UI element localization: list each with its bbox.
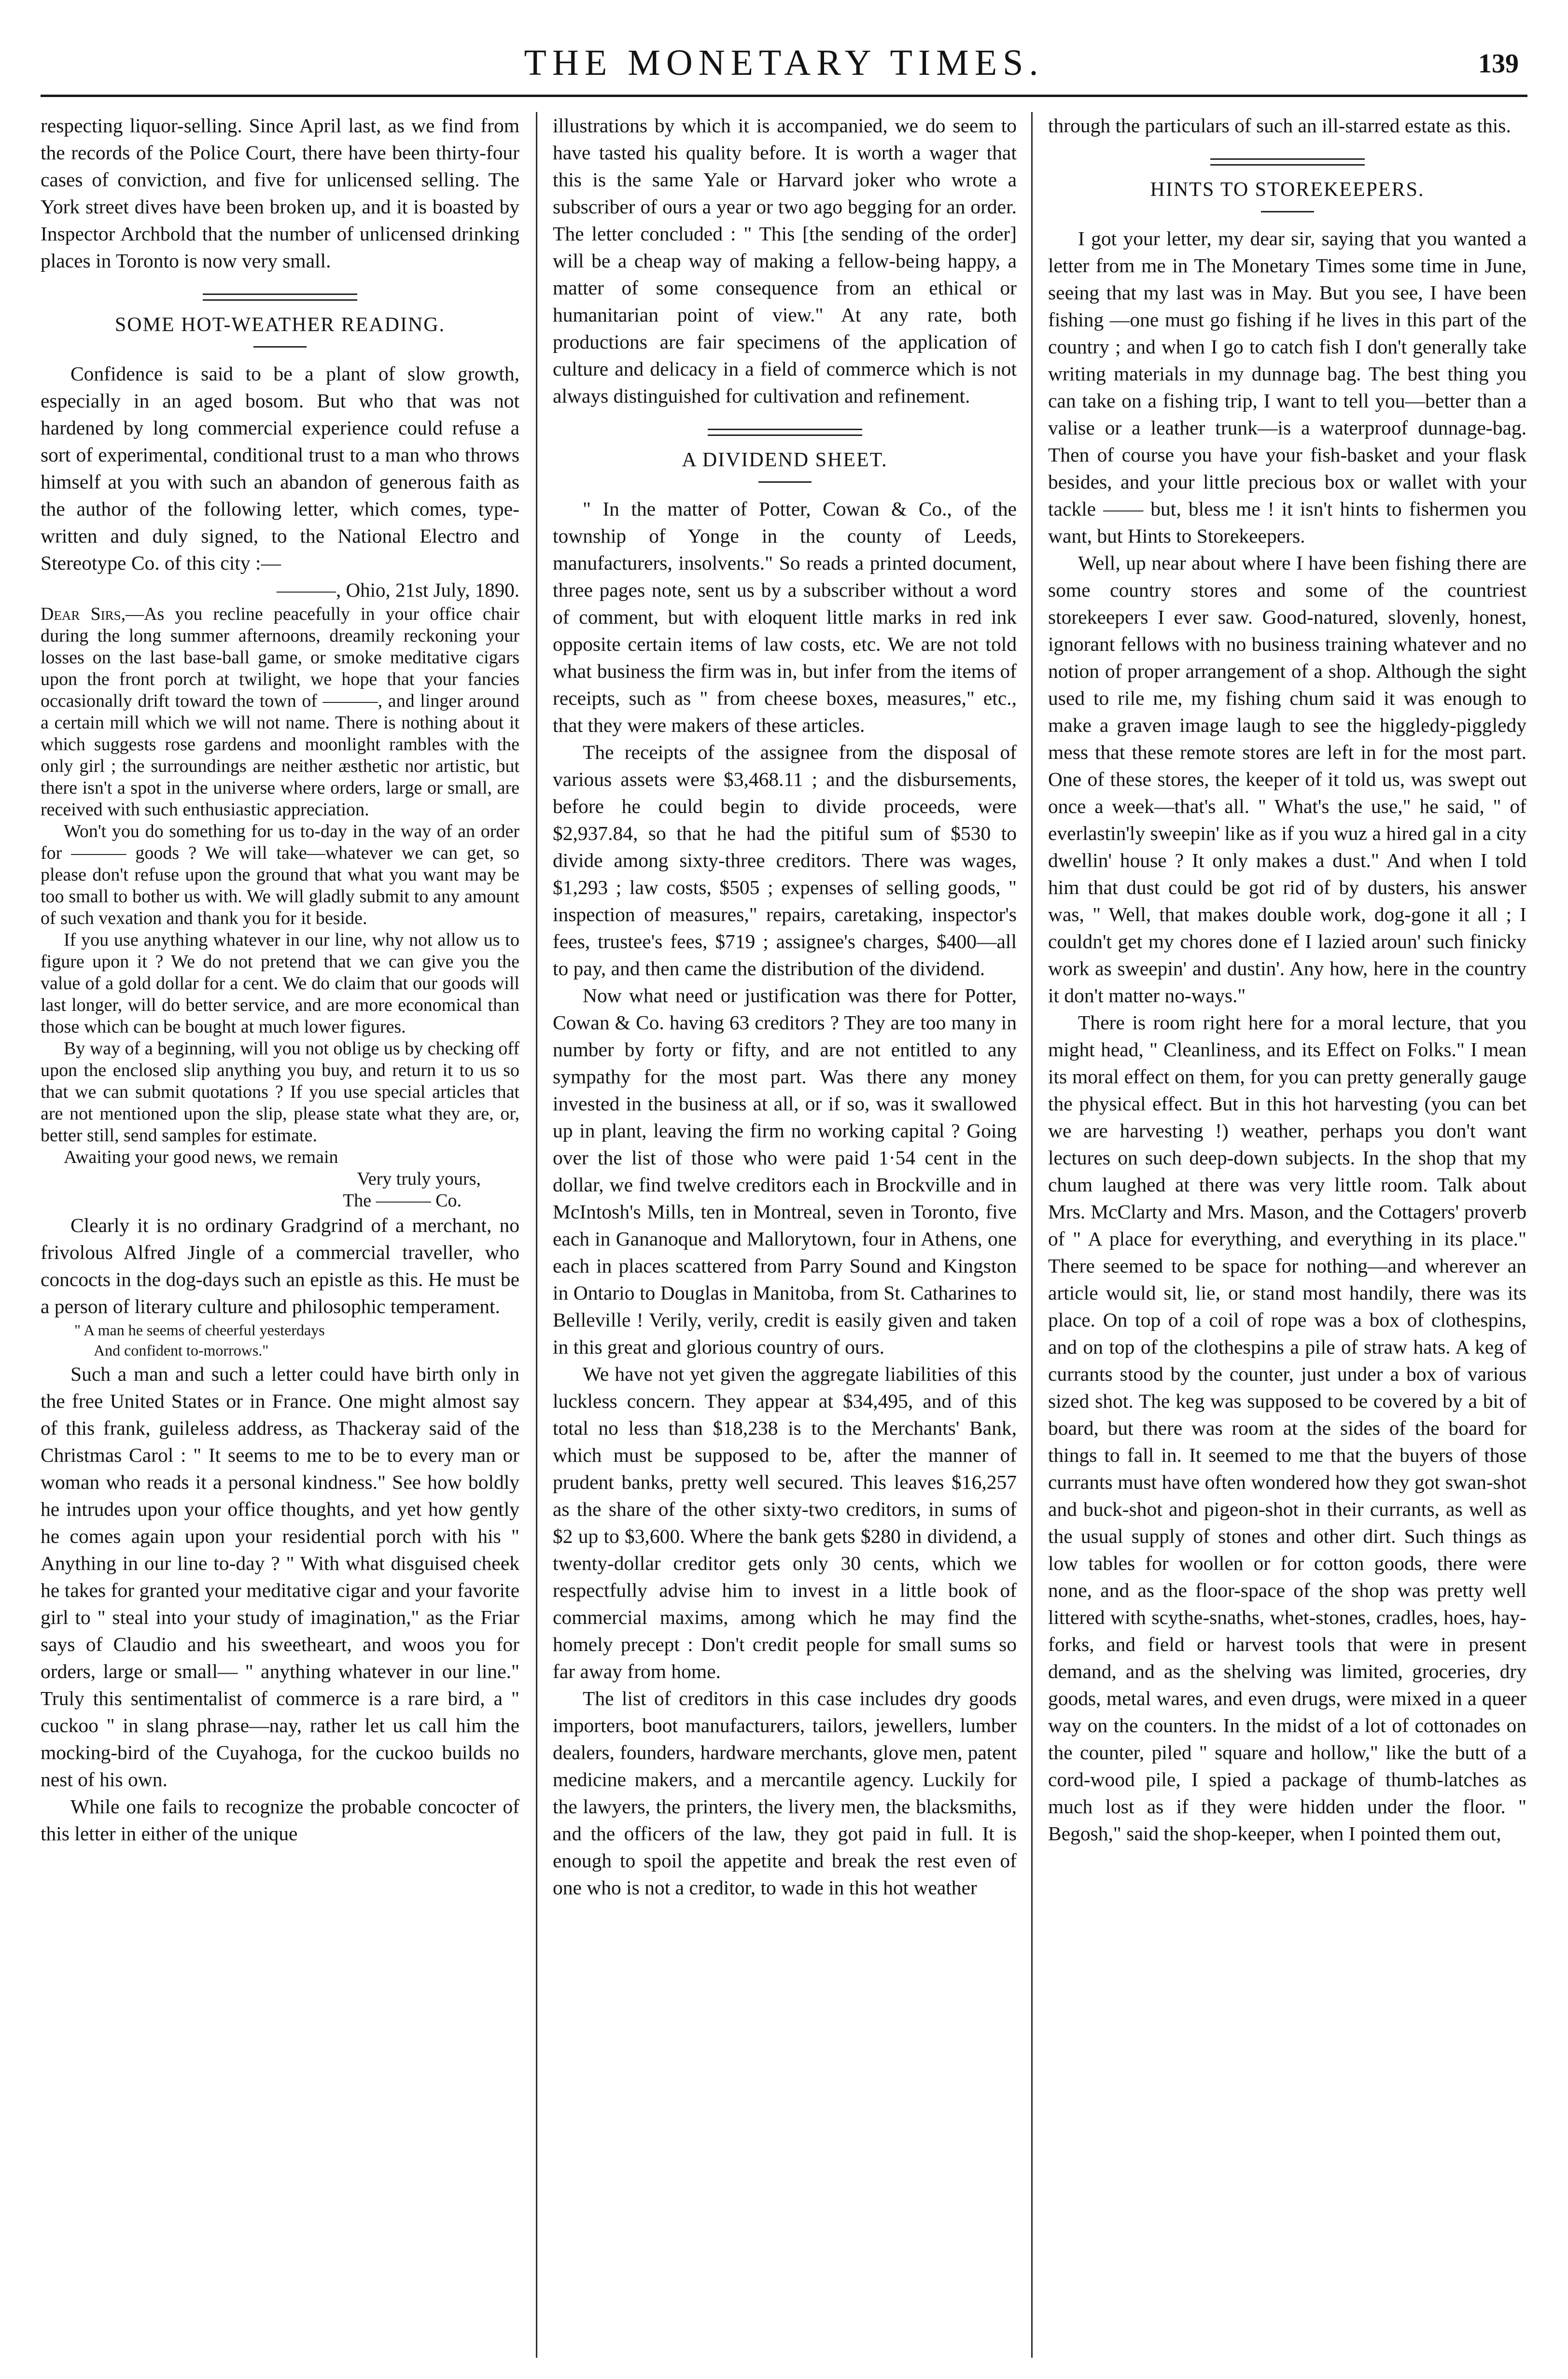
- paragraph: Confidence is said to be a plant of slow growth, especially in an aged bosom. But who that was not hardened by long commercial experience could refuse a sort of experimental, conditional trust to a man who throws himself at you with such an abandon of generous faith as the author of the following letter, which comes, type-written and duly signed, to the National Electro and Stereotype Co. of this city :—: [41, 363, 519, 574]
- section-divider: [1210, 158, 1365, 166]
- paragraph: Such a man and such a letter could have birth only in the free United States or in France. One might almost say of this frank, guileless address, as Thackeray said of the Christmas Carol : " It seems to me to be to every man or woman who reads it a personal kindness." See how boldly he intrudes upon your office thoughts, and yet how gently he comes again upon your residential porch with his " Anything in our line to-day ? " With what disguised cheek he takes for granted your meditative cigar and your favorite girl to " steal into your study of imagination," as the Friar says of Claudio and his sweetheart, and woos you for orders, large or small— " anything whatever in our line." Truly this sentimentalist of commerce is a rare bird, a " cuckoo " in slang phrase—nay, rather let us call him the mocking-bird of the Cuyahoga, for the cuckoo builds no nest of his own.: [41, 1363, 519, 1791]
- paragraph: Clearly it is no ordinary Gradgrind of a merchant, no frivolous Alfred Jingle of a commercial traveller, who concocts in the dog-days such an epistle as this. He must be a person of literary culture and philosophic temperament.: [41, 1214, 519, 1317]
- paragraph: There is room right here for a moral lecture, that you might head, " Cleanliness, and its Effect on Folks." I mean its moral effect on them, for you can pretty generally gauge the physical effect. But in this hot harvesting (you can bet we are harvesting !) weather, perhaps you don't want lectures on such deep-down subjects. In the shop that my chum laughed at there was very little room. Talk about Mrs. McClarty and Mrs. Mason, and the Cottagers' proverb of " A place for everything, and everything in its place." There seemed to be space for nothing—and wherever an article would sit, lie, or stand most handily, there was its place. On top of a coil of rope was a box of clothespins, and on top of the clothespins a pile of straw hats. A keg of currants stood by the counter, just under a box of various sized shot. The keg was supposed to be covered by a bit of board, but there was room at the sides of the board for things to fall in. It seemed to me that the buyers of those currants must have often wondered how they got swan-shot and buck-shot and pigeon-shot in their currants, as well as the usual supply of stones and other dirt. Such things as low tables for woollen or for cotton goods, there were none, and as the floor-space of the shop was pretty well littered with scythe-snaths, whet-stones, cradles, hoes, hay-forks, and field or harvest tools that were in present demand, and as the shelving was limited, groceries, dry goods, metal wares, and even drugs, were mixed in a queer way on the counters. In the midst of a lot of cottonades on the counter, piled " square and hollow," like the butt of a cord-wood pile, I spied a package of thumb-latches as much lost as if they were hidden under the floor. " Begosh," said the shop-keeper, when I pointed them out,: [1048, 1011, 1526, 1845]
- article-columns: [41, 112, 1527, 2358]
- column-1: [41, 112, 536, 2358]
- paragraph: illustrations by which it is accompanied, we do seem to have tasted his quality before. It is worth a wager that this is the same Yale or Harvard joker who wrote a subscriber of ours a year or two ago begging for an order. The letter concluded : " This [the sending of the order] will be a cheap way of making a fellow-being happy, a matter of some consequence from an ethical or humanitarian point of view." At any rate, both productions are fair specimens of the application of culture and delicacy in a field of commerce which is not always distinguished for cultivation and refinement.: [553, 114, 1017, 407]
- paragraph: The list of creditors in this case includes dry goods importers, boot manufacturers, tailors, jewellers, lumber dealers, founders, hardware merchants, glove men, patent medicine makers, and a mercantile agency. Luckily for the lawyers, the printers, the livery men, the blacksmiths, and the officers of the law, they got paid in full. It is enough to spoil the appetite and break the rest even of one who is not a creditor, to wade in this hot weather: [553, 1687, 1017, 1899]
- paragraph: I got your letter, my dear sir, saying that you wanted a letter from me in The Monetary Times some time in June, seeing that my last was in May. But you see, I have been fishing —one must go fishing if he lives in this part of the country ; and when I go to catch fish I don't generally take writing materials in my dunnage bag. The best thing you can take on a fishing trip, I want to tell you—better than a valise or a leather trunk—is a waterproof dunnage-bag. Then of course you have your fish-basket and your flask besides, and your little precious box or wallet with your tackle —— but, bless me ! it isn't hints to fishermen you want, but Hints to Storekeepers.: [1048, 227, 1526, 547]
- paragraph: respecting liquor-selling. Since April last, as we find from the records of the Police Court, there have been thirty-four cases of conviction, and five for unlicensed selling. The York street dives have been broken up, and it is boasted by Inspector Archbold that the number of unlicensed drinking places in Toronto is now very small.: [41, 114, 519, 272]
- column-2: [536, 112, 1031, 2358]
- letter-paragraph: If you use anything whatever in our line, why not allow us to figure upon it ? We do not pretend that we can give you the value of a gold dollar for a cent. We do claim that our goods will last longer, will do better service, and are more economical than those which can be bought at much lower figures.: [41, 930, 519, 1037]
- letter-salutation: Dear Sirs,: [41, 604, 126, 624]
- letter-paragraph: Awaiting your good news, we remain: [64, 1147, 338, 1167]
- masthead: [41, 0, 1527, 97]
- letter-paragraph: By way of a beginning, will you not oblige us by checking off upon the enclosed slip anything you buy, and return it to us so that we can submit quotations ? If you use special articles that are not mentioned upon the slip, please state what they are, or, better still, send samples for estimate.: [41, 1038, 519, 1146]
- column-3: [1031, 112, 1526, 2358]
- letter-paragraph: Won't you do something for us to-day in the way of an order for ——— goods ? We will take—whatever we can get, so please don't refuse upon the ground that what you want may be too small to bother us with. We will gladly submit to any amount of such vexation and thank you for it beside.: [41, 821, 519, 928]
- quotation-line: And confident to-morrows.": [94, 1342, 269, 1359]
- letter-date: ———, Ohio, 21st July, 1890.: [276, 579, 519, 601]
- paragraph: The receipts of the assignee from the disposal of various assets were $3,468.11 ; and the disbursements, before he could begin to divide proceeds, were $2,937.84, so that he had the pitiful sum of $530 to divide among sixty-three creditors. There was wages, $1,293 ; law costs, $505 ; expenses of selling goods, " inspection of measures," repairs, caretaking, inspector's fees, trustee's fees, $719 ; assignee's charges, $400—all to pay, and then came the distribution of the dividend.: [553, 741, 1017, 980]
- section-heading: HINTS TO STOREKEEPERS.: [1150, 179, 1425, 201]
- paragraph: through the particulars of such an ill-starred estate as this.: [1048, 114, 1511, 137]
- heading-rule: [1261, 211, 1314, 212]
- letter-closing: Very truly yours,: [357, 1169, 481, 1189]
- heading-rule: [758, 481, 812, 483]
- paragraph: While one fails to recognize the probable concocter of this letter in either of the unique: [41, 1795, 519, 1845]
- newspaper-title: THE MONETARY TIMES.: [524, 42, 1044, 83]
- heading-rule: [253, 346, 307, 348]
- letter-text: —As you recline peacefully in your office chair during the long summer afternoons, dreamily reckoning your losses on the last base-ball game, or smoke meditative cigars upon the front porch at twilight, we hope that your fancies occasionally drift toward the town of ———, and linger around a certain mill which we will not name. There is nothing about it which suggests rose gardens and moonlight rambles with the only girl ; the surroundings are neither æsthetic nor artistic, but there isn't a spot in the universe where orders, large or small, are received with such enthusiastic appreciation.: [41, 604, 519, 820]
- section-divider: [203, 294, 357, 301]
- quotation-line: " A man he seems of cheerful yesterdays: [74, 1321, 325, 1339]
- letter-signature: The ——— Co.: [343, 1190, 462, 1211]
- page-number: 139: [1478, 49, 1519, 79]
- section-divider: [708, 429, 862, 436]
- paragraph: Well, up near about where I have been fishing there are some country stores and some of the countriest storekeepers I ever saw. Good-natured, slovenly, honest, ignorant fellows with no business training whatever and no notion of proper arrangement of a shop. Although the sight used to rile me, my fishing chum said it was enough to make a graven image laugh to see the higgledy-piggledy mess that these remote stores are left in for the most part. One of these stores, the keeper of it told us, was swept out once a week—that's all. " What's the use," he said, " of everlastin'ly sweepin' like as if you wuz a hired gal in a city dwellin' house ? It only makes a dust." And when I told him that dust could be got rid of by dusters, his answer was, " Well, that makes double work, dog-gone it all ; I couldn't get my chores done ef I lazied aroun' such finicky work as sweepin' and dustin'. Any how, here in the country it don't matter no-ways.": [1048, 552, 1526, 1007]
- paragraph: We have not yet given the aggregate liabilities of this luckless concern. They appear at $34,495, and of this total no less than $18,238 is to the Merchants' Bank, which must be supposed to be, after the manner of prudent banks, pretty well secured. This leaves $16,257 as the share of the other sixty-two creditors, in sums of $2 up to $3,600. Where the bank gets $280 in dividend, a twenty-dollar creditor gets only 30 cents, which we respectfully advise him to invest in a little book of commercial maxims, among which he may find the homely precept : Don't credit people for small sums so far away from home.: [553, 1363, 1017, 1682]
- section-heading: SOME HOT-WEATHER READING.: [114, 314, 446, 336]
- letter-paragraph: [41, 603, 519, 821]
- paragraph: " In the matter of Potter, Cowan & Co., of the township of Yonge in the county of Leeds, manufacturers, insolvents." So reads a printed document, three pages note, sent us by a subscriber without a word of comment, but with eloquent little marks in red ink opposite certain items of law costs, etc. We are not told what business the firm was in, but infer from the items of receipts, such as " from cheese boxes, measures," etc., that they were makers of these articles.: [553, 498, 1017, 736]
- paragraph: Now what need or justification was there for Potter, Cowan & Co. having 63 creditors ? They are too many in number by forty or fifty, and are not entitled to any sympathy for the most part. Was there any money invested in the business at all, or if so, was it swallowed up in plant, leaving the firm no working capital ? Going over the list of those who were paid 1·54 cent in the dollar, we find twelve creditors each in Brockville and in McIntosh's Mills, ten in Montreal, seven in Toronto, five each in Gananoque and Mallorytown, four in Athens, one each in places scattered from Parry Sound and Kingston in Ontario to Douglas in Manitoba, from St. Catharines to Belleville ! Verily, verily, credit is easily given and taken in this great and glorious country of ours.: [553, 984, 1017, 1358]
- section-heading: A DIVIDEND SHEET.: [682, 449, 888, 471]
